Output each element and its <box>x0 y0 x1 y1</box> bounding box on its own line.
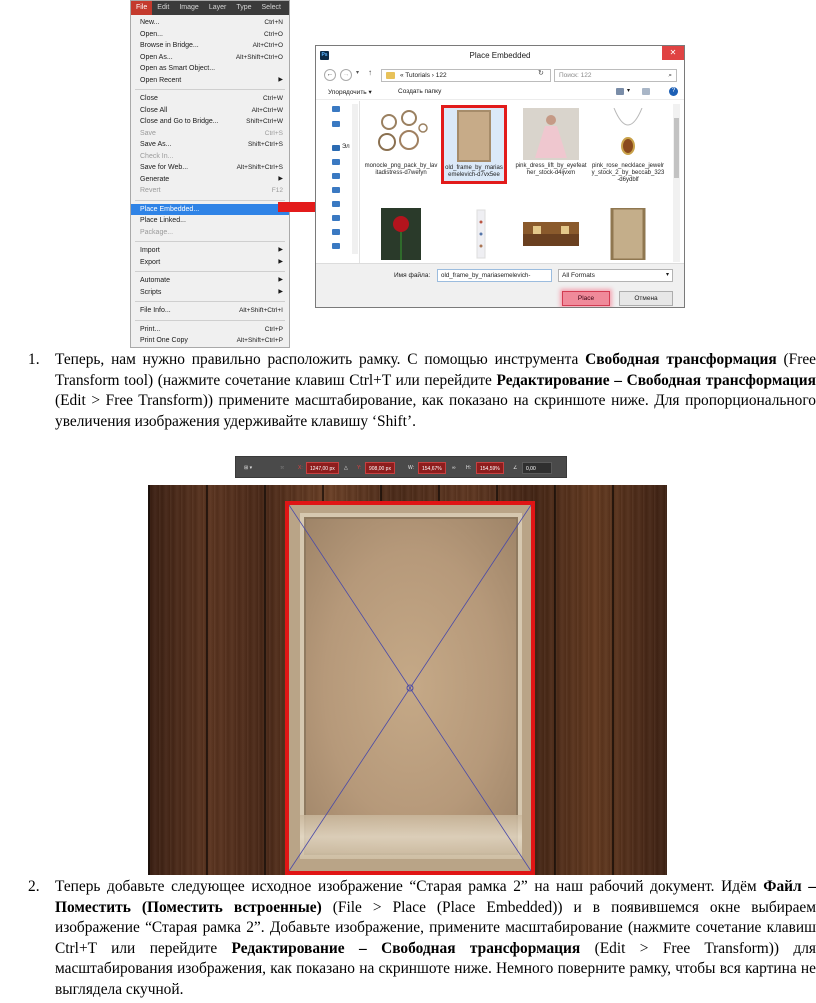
menubar-item-select[interactable]: Select <box>261 4 281 11</box>
photoshop-app-icon: Ps <box>321 52 328 58</box>
menu-separator <box>135 320 285 321</box>
dialog-footer <box>316 263 684 308</box>
file-format-select[interactable] <box>558 269 673 282</box>
menu-item-close-and-go-to-bridge[interactable] <box>131 116 289 128</box>
bold-term: Редактирование – Свободная трансформация <box>496 371 816 389</box>
step-number: 2. <box>28 878 40 895</box>
navigation-pane <box>316 101 360 263</box>
submenu-arrow-icon: ▶ <box>278 247 283 253</box>
height-field[interactable]: 154,59% <box>476 462 504 474</box>
reference-point-icon[interactable]: ⊞ ▾ <box>244 465 253 471</box>
menu-item-label: Export <box>140 258 161 266</box>
menu-item-shortcut: Alt+Ctrl+W <box>251 106 283 114</box>
menu-item-shortcut: Ctrl+N <box>264 19 283 26</box>
menu-item-label: Close <box>140 95 158 102</box>
menu-item-generate[interactable] <box>131 174 289 186</box>
text-run: (Edit > Free Transform)) для масштабирования изображения, как показано на скриншоте ниже. Немного поверните рамку, чтобы вся картина не выглядела скучной. <box>55 939 816 998</box>
menu-separator <box>135 271 285 272</box>
help-icon[interactable]: ? <box>669 87 678 96</box>
menu-item-label: Close and Go to Bridge... <box>140 118 219 125</box>
file-thumbnail[interactable] <box>444 108 504 181</box>
file-thumbnail[interactable] <box>591 208 665 260</box>
text-run: (Free Transform tool) (нажмите сочетание клавиш Ctrl+T или перейдите <box>55 351 816 389</box>
menu-item-shortcut: Alt+Ctrl+O <box>252 42 283 49</box>
new-folder-button[interactable]: Создать папку <box>398 88 442 95</box>
nav-item-icon[interactable] <box>332 215 340 221</box>
y-label: Y: <box>357 465 362 471</box>
nav-item-icon[interactable] <box>332 229 340 235</box>
menu-item-browse-in-bridge[interactable] <box>131 40 289 52</box>
step-2-paragraph <box>28 877 816 1001</box>
menu-item-file-info[interactable] <box>131 305 289 317</box>
menu-item-close-all[interactable] <box>131 105 289 117</box>
menu-item-import[interactable] <box>131 245 289 257</box>
transform-options-bar <box>235 456 567 478</box>
address-bar <box>316 66 684 84</box>
menu-item-label: Open as Smart Object... <box>140 65 216 72</box>
search-icon: ⌕ <box>668 72 672 79</box>
text-run: (Edit > Free Transform)) примените масштабирование, как показано на скриншоте ниже. Для пропорционального увеличения изображения удерживайте клавишу ‘Shift’. <box>55 392 816 430</box>
organize-button[interactable]: Упорядочить ▾ <box>328 89 372 96</box>
search-input[interactable] <box>554 69 677 82</box>
menu-item-label: New... <box>140 19 160 26</box>
submenu-arrow-icon: ▶ <box>278 175 283 182</box>
text-run: (File > Place (Place Embedded)) и в появившемся окне выбираем изображение “Старая рамка 2”. Добавьте изображение, примените масштабирование (нажмите сочетание клавиш Ctrl+T или перейдите <box>55 898 816 957</box>
menu-item-label: Print... <box>140 325 161 333</box>
file-thumbnail[interactable] <box>444 208 518 260</box>
nav-item-icon[interactable] <box>332 159 340 165</box>
menu-item-label: Save As... <box>140 141 172 148</box>
menu-separator <box>135 89 285 90</box>
menu-bar <box>131 1 289 15</box>
menubar-item-type[interactable]: Type <box>236 4 252 11</box>
menu-item-place-embedded[interactable] <box>131 204 289 216</box>
menu-item-label: Browse in Bridge... <box>140 42 199 49</box>
computer-icon[interactable] <box>332 145 340 151</box>
menu-item-print-one-copy[interactable] <box>131 335 289 347</box>
file-thumbnail[interactable] <box>591 108 665 185</box>
y-field[interactable]: 908,00 px <box>365 462 395 474</box>
close-icon[interactable]: ✕ <box>662 46 684 60</box>
stick-thumbnail-image <box>453 208 509 260</box>
step-1-paragraph <box>28 350 816 432</box>
file-format-value: All Formats <box>562 272 595 279</box>
menu-item-save-as[interactable] <box>131 139 289 151</box>
frame2-thumbnail-image <box>600 208 656 260</box>
menu-item-scripts[interactable] <box>131 287 289 299</box>
menubar-item-image[interactable]: Image <box>179 4 199 11</box>
menu-item-label: Place Linked... <box>140 217 186 224</box>
menu-item-shortcut: Shift+Ctrl+S <box>247 141 283 148</box>
menu-item-place-linked[interactable] <box>131 215 289 227</box>
menubar-item-layer[interactable]: Layer <box>208 4 227 11</box>
text-run: Теперь, нам нужно правильно расположить рамку. С помощью инструмента <box>55 351 586 368</box>
frame-thumbnail-image <box>446 110 502 162</box>
text-run: Теперь добавьте следующее исходное изображение “Старая рамка 2” на наш рабочий документ. Идём <box>55 878 764 895</box>
file-thumbnail[interactable] <box>514 108 588 177</box>
x-field[interactable]: 1247,00 px <box>306 462 339 474</box>
x-label: X: <box>298 465 303 471</box>
nav-item-icon[interactable] <box>332 243 340 249</box>
menu-item-label: Scripts <box>140 288 162 296</box>
menu-item-new[interactable] <box>131 17 289 29</box>
menu-item-label: Close All <box>140 106 168 114</box>
menu-separator <box>135 301 285 302</box>
path-breadcrumb[interactable] <box>381 69 551 82</box>
back-arrow-icon[interactable]: ← <box>324 69 336 81</box>
nav-item-icon[interactable] <box>332 187 340 193</box>
menu-item-shortcut: Alt+Shift+Ctrl+S <box>236 164 283 171</box>
menu-item-label: Revert <box>140 187 161 194</box>
photoshop-file-menu <box>130 0 290 348</box>
menu-item-package[interactable] <box>131 227 289 239</box>
nav-item-icon[interactable] <box>332 173 340 179</box>
menu-item-label: Open Recent <box>140 76 182 84</box>
menu-item-label: Automate <box>140 277 170 284</box>
transform-bounding-box[interactable] <box>285 501 535 875</box>
rings-thumbnail-image <box>373 108 429 160</box>
menu-item-save[interactable] <box>131 128 289 140</box>
menu-item-label: File Info... <box>140 307 171 314</box>
rose-thumbnail-image <box>373 208 429 260</box>
dress-thumbnail-image <box>523 108 579 160</box>
w-label: W: <box>408 465 415 471</box>
menu-item-open-as-smart-object[interactable] <box>131 63 289 75</box>
width-field[interactable]: 154,67% <box>418 462 446 474</box>
up-arrow-icon[interactable]: ↑ <box>368 68 372 77</box>
path-text: « Tutorials › 122 <box>400 72 447 79</box>
place-button[interactable]: Place <box>562 291 610 306</box>
scrollbar-thumb[interactable] <box>674 118 679 178</box>
menu-item-label: Print One Copy <box>140 337 188 344</box>
bold-term: Редактирование – Свободная трансформация <box>231 939 581 957</box>
file-thumbnail[interactable] <box>514 208 588 260</box>
file-name: old_frame_by_mariasemelevich-d7vx5ee <box>445 165 503 179</box>
menu-item-save-for-web[interactable] <box>131 162 289 174</box>
necklace-thumbnail-image <box>600 108 656 160</box>
file-name: monocle_png_pack_by_lavitadistress-d7wefyn <box>364 163 438 177</box>
menu-item-revert[interactable] <box>131 185 289 197</box>
bold-term: Свободная трансформация <box>585 351 777 368</box>
menu-item-label: Place Embedded... <box>140 205 200 213</box>
forward-arrow-icon[interactable]: → <box>340 69 352 81</box>
menu-item-open[interactable] <box>131 29 289 41</box>
menu-item-shortcut: F12 <box>271 187 283 194</box>
menu-item-label: Open... <box>140 30 163 38</box>
menu-item-shortcut: Ctrl+W <box>262 95 283 102</box>
place-embedded-dialog <box>315 45 685 308</box>
menu-item-check-in[interactable] <box>131 151 289 163</box>
menu-item-open-as[interactable] <box>131 52 289 64</box>
reference-grid-icon[interactable]: ⁙ <box>280 465 285 471</box>
file-name: pink_rose_necklace_jewelry_stock_2_by_beccab_323-d6ydblf <box>591 163 665 184</box>
menubar-item-file[interactable]: File <box>131 1 152 15</box>
menu-item-label: Package... <box>140 228 174 236</box>
view-dropdown-icon[interactable]: ▾ <box>627 88 631 94</box>
dialog-title: Place Embedded <box>469 51 531 60</box>
link-icon[interactable]: ∞ <box>452 465 456 471</box>
nav-item-icon[interactable] <box>332 201 340 207</box>
cancel-button[interactable]: Отмена <box>619 291 673 306</box>
dialog-titlebar <box>316 46 684 66</box>
filename-input[interactable]: old_frame_by_mariasemelevich- <box>437 269 552 282</box>
menu-item-export[interactable] <box>131 257 289 269</box>
document-canvas <box>148 485 667 875</box>
chevron-down-icon: ▾ <box>665 272 669 278</box>
recent-dropdown-icon[interactable]: ▾ <box>356 70 360 76</box>
file-thumbnail[interactable] <box>364 208 438 260</box>
menu-item-shortcut: Ctrl+S <box>264 129 283 137</box>
step-number: 1. <box>28 351 40 368</box>
menu-item-label: Generate <box>140 175 170 183</box>
menubar-item-edit[interactable]: Edit <box>157 4 170 11</box>
menu-item-label: Import <box>140 247 160 254</box>
nav-item-icon[interactable] <box>332 121 340 127</box>
room-thumbnail-image <box>523 208 579 260</box>
menu-item-shortcut: Ctrl+O <box>264 30 283 38</box>
angle-icon: ∠ <box>513 465 518 471</box>
menu-item-label: Check In... <box>140 152 174 160</box>
nav-scrollbar[interactable] <box>352 104 358 254</box>
menu-item-label: Save for Web... <box>140 164 189 171</box>
submenu-arrow-icon: ▶ <box>278 258 283 265</box>
folder-icon <box>386 72 395 79</box>
menu-item-shortcut: Alt+Shift+Ctrl+O <box>235 53 283 61</box>
menu-item-shortcut: Shift+Ctrl+W <box>246 118 283 125</box>
bold-term: Файл – Поместить (Поместить встроенные) <box>55 878 816 916</box>
search-placeholder: Поиск: 122 <box>559 72 592 79</box>
h-label: H: <box>466 465 471 471</box>
angle-field[interactable]: 0,00 <box>522 462 552 474</box>
menu-item-close[interactable] <box>131 93 289 105</box>
submenu-arrow-icon: ▶ <box>278 277 283 283</box>
file-name: pink_dress_lift_by_eyefeather_stock-d4ijvxm <box>515 163 587 177</box>
nav-item-icon[interactable] <box>332 106 340 112</box>
preview-pane-icon[interactable] <box>642 88 650 95</box>
menu-item-shortcut: Ctrl+P <box>264 325 283 333</box>
menu-item-label: Open As... <box>140 53 173 61</box>
submenu-arrow-icon: ▶ <box>278 76 283 83</box>
filename-label: Имя файла: <box>394 272 431 279</box>
menu-item-print[interactable] <box>131 324 289 336</box>
menu-item-label: Save <box>140 129 156 137</box>
refresh-icon[interactable]: ↻ <box>538 70 544 77</box>
file-menu-items <box>131 15 289 348</box>
menu-separator <box>135 241 285 242</box>
menu-item-shortcut: Alt+Shift+Ctrl+P <box>236 337 283 344</box>
menu-separator <box>135 200 285 201</box>
files-scrollbar[interactable] <box>673 104 680 262</box>
view-options-icon[interactable] <box>616 88 624 95</box>
delta-icon[interactable]: △ <box>344 465 348 471</box>
nav-item-label: Эл <box>342 144 350 150</box>
menu-item-shortcut: Alt+Shift+Ctrl+I <box>239 307 283 314</box>
submenu-arrow-icon: ▶ <box>278 288 283 295</box>
dialog-toolbar <box>316 84 684 100</box>
file-thumbnail[interactable] <box>364 108 438 177</box>
menu-item-open-recent[interactable] <box>131 75 289 87</box>
menu-item-automate[interactable] <box>131 275 289 287</box>
